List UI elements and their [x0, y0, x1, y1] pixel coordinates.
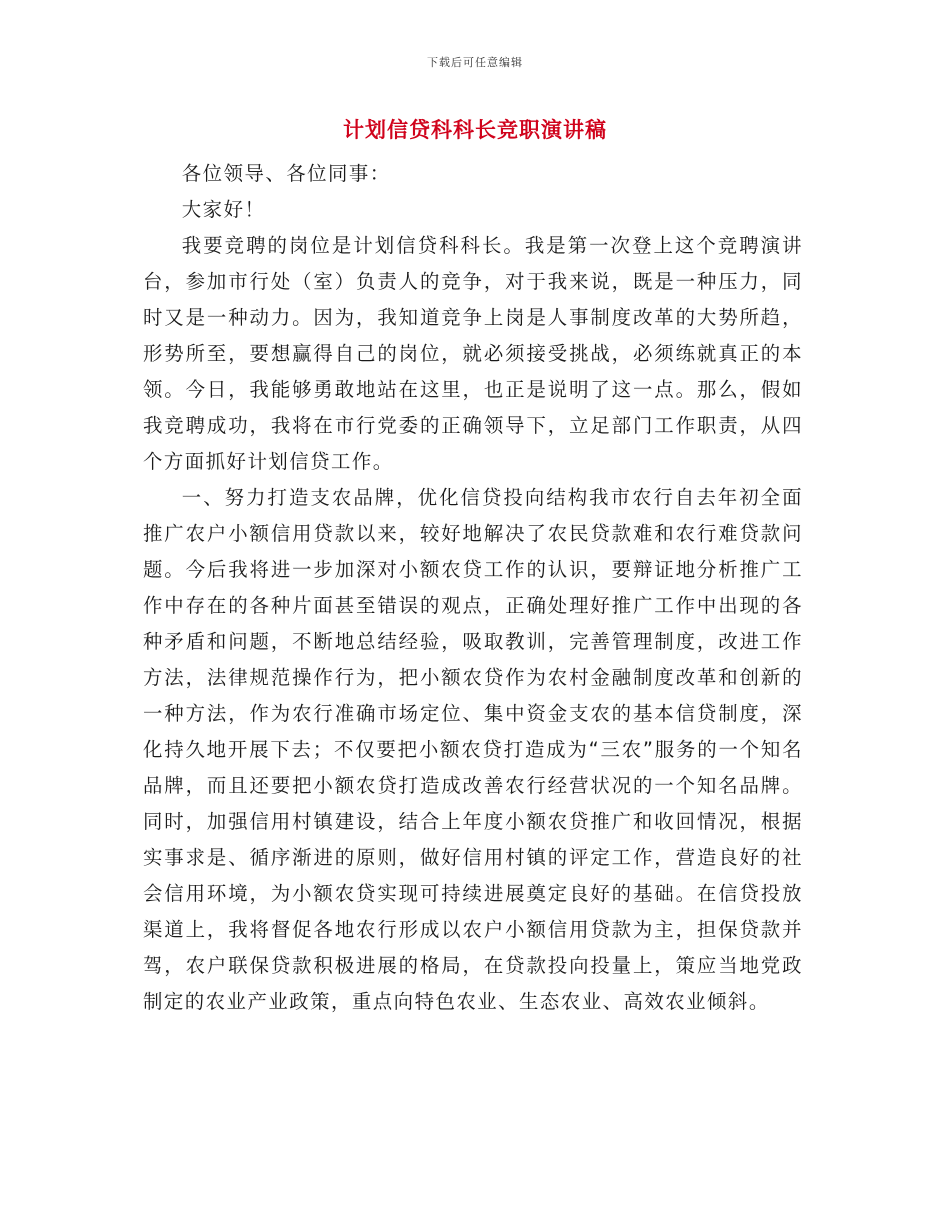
salutation-paragraph: 大家好！ — [181, 198, 266, 221]
page-header-note: 下载后可任意编辑 — [427, 56, 523, 69]
section-one-paragraph: 一、努力打造支农品牌，优化信贷投向结构我市农行自去年初全面推广农户小额信用贷款以来，较好地解决了农民贷款难和农行难贷款问题。今后我将进一步加深对小额农贷工作的认识，要辩证地分析推广工作中存在的各种片面甚至错误的观点，正确处理好推广工作中出现的各种矛盾和问题，不断地总结经验，吸取教训，完善管理制度，改进工作方法，法律规范操作行为，把小额农贷作为农村金融制度改革和创新的一种方法，作为农行准确市场定位、集中资金支农的基本信贷制度，深化持久地开展下去；不仅要把小额农贷打造成为“三农”服务的一个知名品牌，而且还要把小额农贷打造成改善农行经营状况的一个知名品牌。同时，加强信用村镇建设，结合上年度小额农贷推广和收回情况，根据实事求是、循序渐进的原则，做好信用村镇的评定工作，营造良好的社会信用环境，为小额农贷实现可持续进展奠定良好的基础。在信贷投放渠道上，我将督促各地农行形成以农户小额信用贷款为主，担保贷款并驾，农户联保贷款积极进展的格局，在贷款投向投量上，策应当地党政制定的农业产业政策，重点向特色农业、生态农业、高效农业倾斜。 — [143, 486, 803, 1013]
intro-paragraph: 我要竞聘的岗位是计划信贷科科长。我是第一次登上这个竞聘演讲台，参加市行处（室）负责人的竞争，对于我来说，既是一种压力，同时又是一种动力。因为，我知道竞争上岗是人事制度改革的大势所趋，形势所至，要想赢得自己的岗位，就必须接受挑战，必须练就真正的本领。今日，我能够勇敢地站在这里，也正是说明了这一点。那么，假如我竞聘成功，我将在市行党委的正确领导下，立足部门工作职责，从四个方面抓好计划信贷工作。 — [143, 234, 803, 473]
greeting-paragraph: 各位领导、各位同事： — [181, 162, 391, 185]
document-title: 计划信贷科科长竞职演讲稿 — [343, 118, 607, 142]
document-body — [143, 156, 803, 1020]
